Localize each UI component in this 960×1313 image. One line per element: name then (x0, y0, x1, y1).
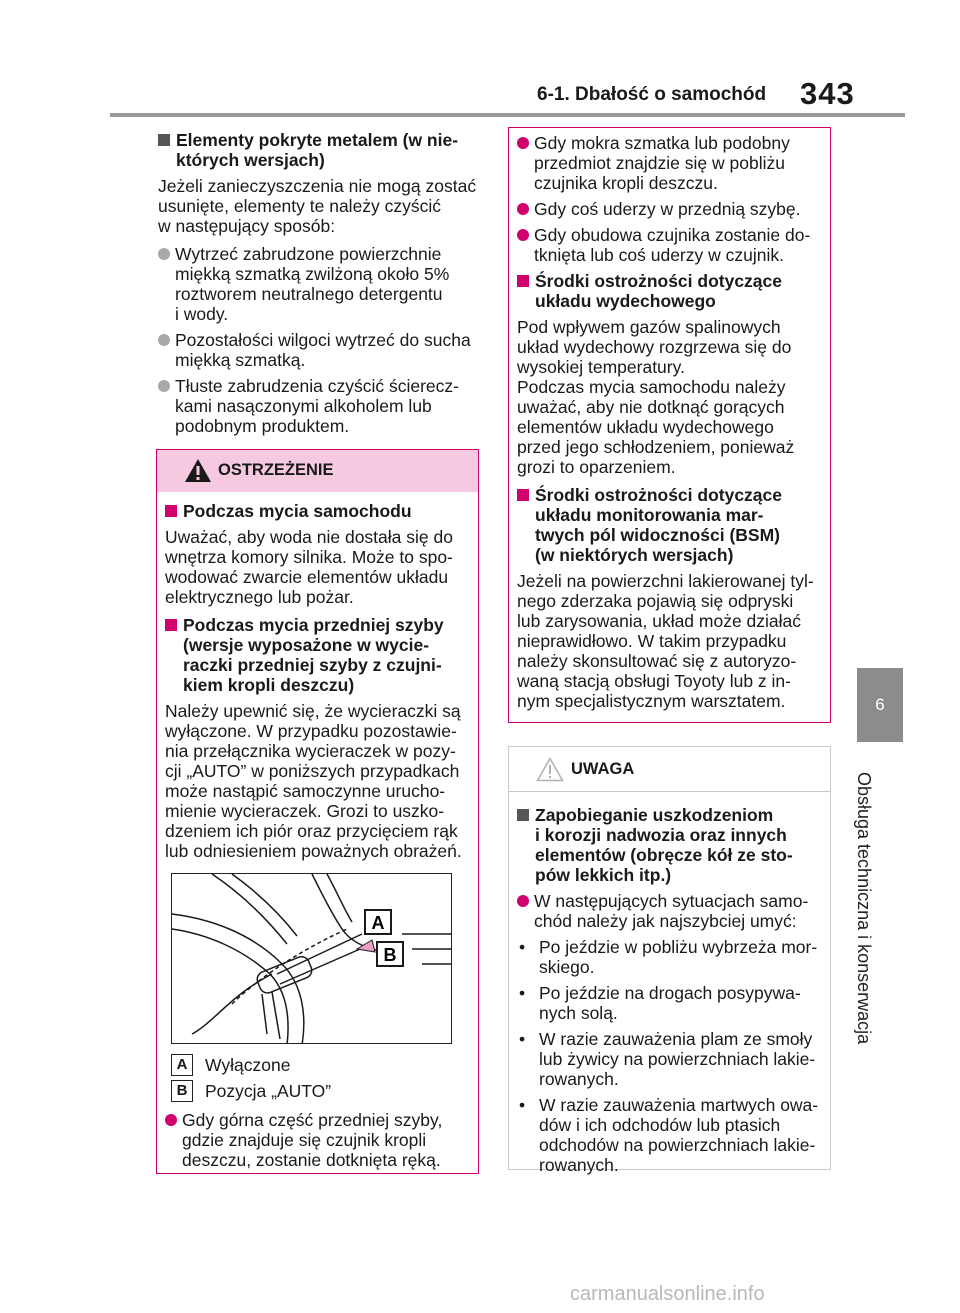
steering-column-drawing (172, 874, 452, 1044)
heading-text: Środki ostrożności dotyczące układu wydechowego (535, 271, 783, 311)
square-bullet-icon (165, 505, 177, 517)
list-item-text: W następujących sytuacjach samo- chód należy jak najszybciej umyć: (534, 891, 809, 931)
dot-bullet-icon: • (519, 983, 526, 1003)
list-item (517, 891, 822, 931)
watermark: carmanualsonline.info (570, 1283, 765, 1305)
note-header (509, 747, 830, 792)
round-bullet-icon (517, 137, 529, 149)
note-heading (517, 805, 822, 885)
warning-body (157, 492, 478, 1170)
legend-item (165, 1054, 469, 1076)
caution-triangle-icon (536, 757, 564, 782)
legend-key: B (171, 1080, 193, 1102)
note-title: UWAGA (571, 760, 635, 778)
round-bullet-icon (517, 229, 529, 241)
square-bullet-icon (517, 809, 529, 821)
list-item-text: Tłuste zabrudzenia czyścić ścierecz- kami nasączonymi alkoholem lub podobnym produktem. (175, 376, 459, 436)
list-item-text: Gdy mokra szmatka lub podobny przedmiot znajdzie się w pobliżu czujnika kropli deszczu. (534, 133, 790, 193)
section-heading (158, 130, 478, 170)
round-bullet-icon (517, 895, 529, 907)
dot-bullet-icon: • (519, 1095, 526, 1115)
list-item (517, 983, 822, 1023)
dot-bullet-icon: • (519, 937, 526, 957)
list-item (517, 937, 822, 977)
list-item-text: Po jeździe na drogach posypywa- nych solą. (539, 983, 801, 1023)
note-body (509, 792, 830, 1175)
callout-b: B (383, 945, 397, 965)
list-item-text: Gdy obudowa czujnika zostanie do- tknięta lub coś uderzy w czujnik. (534, 225, 811, 265)
note-box (508, 746, 831, 1175)
round-bullet-icon (165, 1114, 177, 1126)
left-column (158, 130, 478, 442)
square-bullet-icon (158, 134, 170, 146)
callout-a: A (371, 913, 385, 933)
warning-heading (517, 485, 822, 565)
chapter-side-label (847, 772, 874, 1064)
warning-paragraph: Jeżeli na powierzchni lakierowanej tyl- nego zderzaka pojawią się odpryski lub zarysowania, układ może działać nieprawidłowo. W takim przypadku należy skonsultować się z autoryzo- waną stacją obsługi Toyoty lub z in- nym specjalistycznym warsztatem. (517, 571, 814, 711)
legend-text: Pozycja „AUTO” (205, 1081, 332, 1101)
list-item-text: Gdy coś uderzy w przednią szybę. (534, 199, 801, 219)
list-item (158, 376, 478, 436)
legend-key: A (171, 1054, 193, 1076)
list-item-text: W razie zauważenia martwych owa- dów i ich odchodów lub ptasich odchodów na powierzchniach lakie- rowanych. (539, 1095, 819, 1175)
heading-text: Podczas mycia przedniej szyby (wersje wyposażone w wycie- raczki przedniej szyby z czujni- kiem kropli deszczu) (183, 615, 444, 695)
warning-heading (165, 501, 469, 521)
wiper-switch-illustration (171, 873, 452, 1044)
warning-triangle-icon (184, 458, 212, 483)
legend-item (165, 1080, 469, 1102)
warning-box-continued (508, 127, 831, 723)
list-item-text: Wytrzeć zabrudzone powierzchnie miękką szmatką zwilżoną około 5% roztworem neutralnego detergentu i wody. (175, 244, 450, 324)
list-item-text: Gdy górna część przedniej szyby, gdzie znajduje się czujnik kropli deszczu, zostanie dotknięta ręką. (182, 1110, 443, 1170)
heading-text: Elementy pokryte metalem (w nie- których wersjach) (176, 130, 459, 170)
list-item-text: Po jeździe w pobliżu wybrzeża mor- skiego. (539, 937, 818, 977)
chapter-tab: 6 (857, 668, 903, 742)
legend-text: Wyłączone (205, 1055, 291, 1075)
header-rule (110, 113, 905, 117)
heading-text: Zapobieganie uszkodzeniom i korozji nadwozia oraz innych elementów (obręcze kół ze sto- pów lekkich itp.) (535, 805, 793, 885)
list-item-text: W razie zauważenia plam ze smoły lub żywicy na powierzchniach lakie- rowanych. (539, 1029, 816, 1089)
round-bullet-icon (517, 203, 529, 215)
round-bullet-icon (158, 380, 170, 392)
list-item (165, 1110, 469, 1170)
heading-text: Środki ostrożności dotyczące układu monitorowania mar- twych pól widoczności (BSM) (w niektórych wersjach) (535, 485, 783, 565)
square-bullet-icon (517, 489, 529, 501)
list-item (517, 1029, 822, 1089)
list-item (517, 225, 822, 265)
chapter-side-label-text: Obsługa techniczna i konserwacja (854, 772, 874, 1045)
list-item (158, 244, 478, 324)
square-bullet-icon (165, 619, 177, 631)
list-item (517, 133, 822, 193)
warning-paragraph: Należy upewnić się, że wycieraczki są wyłączone. W przypadku pozostawie- nia przełącznika wycieraczek w pozy- cji „AUTO” w poniższych przypadkach może nastąpić samoczynne urucho- mienie wycieraczek. Grozi to uszko- dzeniem ich piór oraz przycięciem rąk lub odniesieniem poważnych obrażeń. (165, 701, 462, 861)
warning-body (509, 128, 830, 711)
warning-header (157, 450, 478, 492)
warning-heading (165, 615, 469, 695)
warning-heading (517, 271, 822, 311)
list-item (158, 330, 478, 370)
heading-text: Podczas mycia samochodu (183, 501, 412, 521)
section-title: 6-1. Dbałość o samochód (537, 84, 767, 105)
list-item (517, 199, 822, 219)
intro-paragraph: Jeżeli zanieczyszczenia nie mogą zostać usunięte, elementy te należy czyścić w następujący sposób: (158, 176, 477, 236)
dot-bullet-icon: • (519, 1029, 526, 1049)
warning-title: OSTRZEŻENIE (218, 461, 334, 479)
warning-box (156, 449, 479, 1174)
round-bullet-icon (158, 334, 170, 346)
warning-paragraph: Uważać, aby woda nie dostała się do wnętrza komory silnika. Może to spo- wodować zwarcie elementów układu elektrycznego lub pożar. (165, 527, 453, 607)
page-number: 343 (800, 76, 855, 111)
list-item-text: Pozostałości wilgoci wytrzeć do sucha miękką szmatką. (175, 330, 471, 370)
list-item (517, 1095, 822, 1175)
round-bullet-icon (158, 248, 170, 260)
square-bullet-icon (517, 275, 529, 287)
warning-paragraph: Pod wpływem gazów spalinowych układ wydechowy rozgrzewa się do wysokiej temperatury. Podczas mycia samochodu należy uważać, aby nie dotknąć gorących elementów układu wydechowego przed jego schłodzeniem, ponieważ grozi to oparzeniem. (517, 317, 795, 477)
